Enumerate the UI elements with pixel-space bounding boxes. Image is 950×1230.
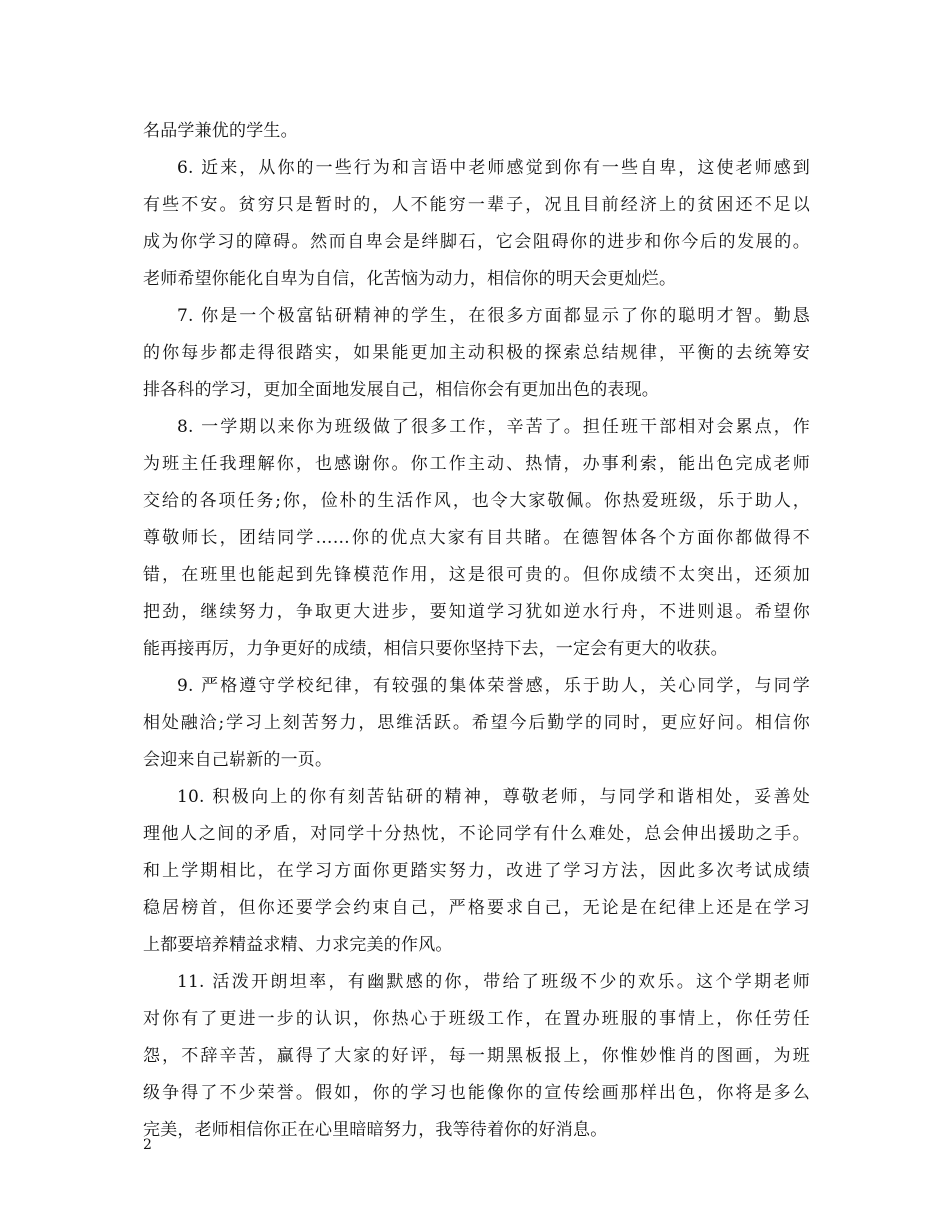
text-line: 尊敬师长，团结同学……你的优点大家有目共睹。在德智体各个方面你都做得不 — [143, 528, 810, 548]
text-line: 完美，老师相信你正在心里暗暗努力，我等待着你的好消息。 — [143, 1120, 608, 1140]
text-line: 能再接再厉，力争更好的成绩，相信只要你坚持下去，一定会有更大的收获。 — [143, 639, 728, 659]
text-line: 相处融洽;学习上刻苦努力，思维活跃。希望今后勤学的同时，更应好问。相信你 — [143, 713, 810, 733]
text-line: 交给的各项任务;你，俭朴的生活作风，也令大家敬佩。你热爱班级，乐于助人， — [143, 491, 810, 511]
text-line: 对你有了更进一步的认识，你热心于班级工作，在置办班服的事情上，你任劳任 — [143, 1009, 810, 1029]
text-line: 和上学期相比，在学习方面你更踏实努力，改进了学习方法，因此多次考试成绩 — [143, 861, 810, 881]
text-line: 名品学兼优的学生。 — [143, 121, 298, 141]
text-line: 排各科的学习，更加全面地发展自己，相信你会有更加出色的表现。 — [143, 380, 659, 400]
text-line: 理他人之间的矛盾，对同学十分热忱，不论同学有什么难处，总会伸出援助之手。 — [143, 824, 810, 844]
text-line: 错，在班里也能起到先锋模范作用，这是很可贵的。但你成绩不太突出，还须加 — [143, 565, 810, 585]
text-line: 的你每步都走得很踏实，如果能更加主动积极的探索总结规律，平衡的去统筹安 — [143, 343, 810, 363]
text-line: 11. 活泼开朗坦率，有幽默感的你，带给了班级不少的欢乐。这个学期老师 — [177, 972, 810, 992]
text-line: 怨，不辞辛苦，赢得了大家的好评，每一期黑板报上，你惟妙惟肖的图画，为班 — [143, 1046, 810, 1066]
page-number: 2 — [143, 1137, 152, 1153]
document-body — [143, 113, 810, 1149]
text-line: 把劲，继续努力，争取更大进步，要知道学习犹如逆水行舟，不进则退。希望你 — [143, 602, 810, 622]
text-line: 成为你学习的障碍。然而自卑会是绊脚石，它会阻碍你的进步和你今后的发展的。 — [143, 232, 810, 252]
text-line: 8. 一学期以来你为班级做了很多工作，辛苦了。担任班干部相对会累点，作 — [177, 417, 810, 437]
text-line: 为班主任我理解你，也感谢你。你工作主动、热情，办事利索，能出色完成老师 — [143, 454, 810, 474]
text-line: 9. 严格遵守学校纪律，有较强的集体荣誉感，乐于助人，关心同学，与同学 — [177, 676, 810, 696]
text-line: 级争得了不少荣誉。假如，你的学习也能像你的宣传绘画那样出色，你将是多么 — [143, 1083, 810, 1103]
text-line: 稳居榜首，但你还要学会约束自己，严格要求自己，无论是在纪律上还是在学习 — [143, 898, 810, 918]
text-line: 会迎来自己崭新的一页。 — [143, 750, 333, 770]
text-line: 老师希望你能化自卑为自信，化苦恼为动力，相信你的明天会更灿烂。 — [143, 269, 677, 289]
text-line: 7. 你是一个极富钻研精神的学生，在很多方面都显示了你的聪明才智。勤恳 — [177, 306, 810, 326]
text-line: 上都要培养精益求精、力求完美的作风。 — [143, 935, 453, 955]
text-line: 10. 积极向上的你有刻苦钻研的精神，尊敬老师，与同学和谐相处，妥善处 — [177, 787, 810, 807]
text-line: 有些不安。贫穷只是暂时的，人不能穷一辈子，况且目前经济上的贫困还不足以 — [143, 195, 810, 215]
text-line: 6. 近来，从你的一些行为和言语中老师感觉到你有一些自卑，这使老师感到 — [177, 158, 810, 178]
